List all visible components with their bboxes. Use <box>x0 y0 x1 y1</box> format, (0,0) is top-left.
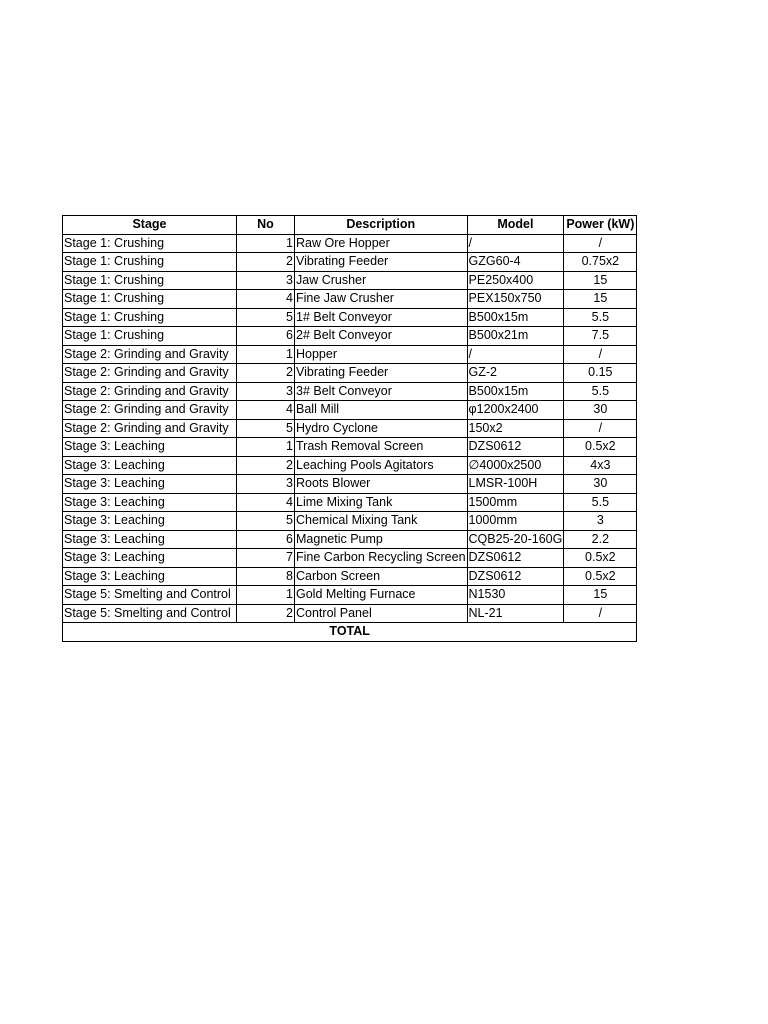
cell-description: Carbon Screen <box>295 567 468 586</box>
header-model: Model <box>467 216 564 235</box>
table-row <box>63 438 637 457</box>
cell-stage: Stage 3: Leaching <box>63 475 237 494</box>
table-row <box>63 234 637 253</box>
cell-no: 5 <box>237 512 295 531</box>
cell-power: / <box>564 419 637 438</box>
cell-stage: Stage 1: Crushing <box>63 253 237 272</box>
table-row <box>63 345 637 364</box>
table-row <box>63 327 637 346</box>
cell-no: 3 <box>237 382 295 401</box>
total-row <box>63 623 637 642</box>
cell-model: / <box>467 345 564 364</box>
cell-stage: Stage 2: Grinding and Gravity <box>63 401 237 420</box>
cell-model: φ1200x2400 <box>467 401 564 420</box>
cell-no: 2 <box>237 604 295 623</box>
cell-stage: Stage 2: Grinding and Gravity <box>63 345 237 364</box>
cell-power: 30 <box>564 475 637 494</box>
cell-model: GZ-2 <box>467 364 564 383</box>
cell-power: 15 <box>564 586 637 605</box>
cell-no: 2 <box>237 364 295 383</box>
header-row <box>63 216 637 235</box>
cell-power: / <box>564 604 637 623</box>
total-label: TOTAL <box>63 623 637 642</box>
cell-model: DZS0612 <box>467 438 564 457</box>
cell-stage: Stage 2: Grinding and Gravity <box>63 382 237 401</box>
cell-description: Lime Mixing Tank <box>295 493 468 512</box>
cell-model: N1530 <box>467 586 564 605</box>
cell-description: Trash Removal Screen <box>295 438 468 457</box>
cell-description: Fine Jaw Crusher <box>295 290 468 309</box>
cell-description: Hydro Cyclone <box>295 419 468 438</box>
table-footer <box>63 623 637 642</box>
cell-model: 1000mm <box>467 512 564 531</box>
cell-description: Leaching Pools Agitators <box>295 456 468 475</box>
cell-stage: Stage 5: Smelting and Control <box>63 604 237 623</box>
table-row <box>63 604 637 623</box>
table-row <box>63 382 637 401</box>
cell-description: Raw Ore Hopper <box>295 234 468 253</box>
cell-description: Magnetic Pump <box>295 530 468 549</box>
cell-power: 7.5 <box>564 327 637 346</box>
cell-model: DZS0612 <box>467 549 564 568</box>
table-row <box>63 290 637 309</box>
cell-description: Vibrating Feeder <box>295 253 468 272</box>
cell-no: 8 <box>237 567 295 586</box>
cell-power: / <box>564 345 637 364</box>
cell-description: Gold Melting Furnace <box>295 586 468 605</box>
cell-no: 1 <box>237 345 295 364</box>
table-row <box>63 253 637 272</box>
cell-stage: Stage 1: Crushing <box>63 234 237 253</box>
cell-model: NL-21 <box>467 604 564 623</box>
cell-no: 2 <box>237 253 295 272</box>
cell-description: Chemical Mixing Tank <box>295 512 468 531</box>
cell-stage: Stage 3: Leaching <box>63 438 237 457</box>
cell-stage: Stage 3: Leaching <box>63 530 237 549</box>
cell-stage: Stage 3: Leaching <box>63 549 237 568</box>
cell-description: 2# Belt Conveyor <box>295 327 468 346</box>
cell-model: B500x21m <box>467 327 564 346</box>
cell-power: 3 <box>564 512 637 531</box>
cell-power: 5.5 <box>564 308 637 327</box>
cell-stage: Stage 3: Leaching <box>63 493 237 512</box>
cell-description: Vibrating Feeder <box>295 364 468 383</box>
cell-no: 5 <box>237 419 295 438</box>
cell-model: LMSR-100H <box>467 475 564 494</box>
cell-no: 6 <box>237 530 295 549</box>
cell-power: 0.75x2 <box>564 253 637 272</box>
cell-model: PE250x400 <box>467 271 564 290</box>
table-header <box>63 216 637 235</box>
table-row <box>63 549 637 568</box>
cell-stage: Stage 1: Crushing <box>63 308 237 327</box>
cell-power: 15 <box>564 271 637 290</box>
cell-power: 0.5x2 <box>564 438 637 457</box>
table-row <box>63 456 637 475</box>
cell-stage: Stage 1: Crushing <box>63 290 237 309</box>
cell-description: 1# Belt Conveyor <box>295 308 468 327</box>
cell-description: Control Panel <box>295 604 468 623</box>
cell-power: 5.5 <box>564 493 637 512</box>
cell-description: Hopper <box>295 345 468 364</box>
cell-no: 4 <box>237 401 295 420</box>
table-row <box>63 512 637 531</box>
equipment-table <box>62 215 637 642</box>
table-row <box>63 567 637 586</box>
cell-no: 4 <box>237 493 295 512</box>
cell-model: / <box>467 234 564 253</box>
cell-description: Roots Blower <box>295 475 468 494</box>
table-row <box>63 308 637 327</box>
cell-model: GZG60-4 <box>467 253 564 272</box>
cell-no: 5 <box>237 308 295 327</box>
header-description: Description <box>295 216 468 235</box>
cell-model: CQB25-20-160G <box>467 530 564 549</box>
cell-no: 1 <box>237 438 295 457</box>
cell-model: 150x2 <box>467 419 564 438</box>
cell-power: 4x3 <box>564 456 637 475</box>
cell-no: 3 <box>237 271 295 290</box>
cell-power: 30 <box>564 401 637 420</box>
cell-description: 3# Belt Conveyor <box>295 382 468 401</box>
header-no: No <box>237 216 295 235</box>
cell-model: B500x15m <box>467 308 564 327</box>
cell-stage: Stage 1: Crushing <box>63 327 237 346</box>
cell-no: 6 <box>237 327 295 346</box>
table-row <box>63 419 637 438</box>
cell-stage: Stage 3: Leaching <box>63 456 237 475</box>
cell-stage: Stage 5: Smelting and Control <box>63 586 237 605</box>
cell-power: 0.15 <box>564 364 637 383</box>
table-row <box>63 530 637 549</box>
cell-power: 15 <box>564 290 637 309</box>
table-row <box>63 493 637 512</box>
cell-no: 3 <box>237 475 295 494</box>
cell-model: 1500mm <box>467 493 564 512</box>
cell-description: Fine Carbon Recycling Screen <box>295 549 468 568</box>
cell-description: Ball Mill <box>295 401 468 420</box>
cell-power: / <box>564 234 637 253</box>
cell-power: 2.2 <box>564 530 637 549</box>
cell-power: 0.5x2 <box>564 549 637 568</box>
cell-model: ∅4000x2500 <box>467 456 564 475</box>
table-row <box>63 586 637 605</box>
cell-no: 4 <box>237 290 295 309</box>
cell-no: 1 <box>237 234 295 253</box>
table-row <box>63 364 637 383</box>
cell-stage: Stage 3: Leaching <box>63 512 237 531</box>
cell-power: 0.5x2 <box>564 567 637 586</box>
table-row <box>63 475 637 494</box>
cell-no: 2 <box>237 456 295 475</box>
cell-power: 5.5 <box>564 382 637 401</box>
cell-stage: Stage 3: Leaching <box>63 567 237 586</box>
table-body <box>63 234 637 623</box>
cell-no: 7 <box>237 549 295 568</box>
cell-description: Jaw Crusher <box>295 271 468 290</box>
cell-no: 1 <box>237 586 295 605</box>
header-stage: Stage <box>63 216 237 235</box>
cell-stage: Stage 1: Crushing <box>63 271 237 290</box>
cell-stage: Stage 2: Grinding and Gravity <box>63 419 237 438</box>
table-row <box>63 401 637 420</box>
cell-model: DZS0612 <box>467 567 564 586</box>
table-row <box>63 271 637 290</box>
header-power: Power (kW) <box>564 216 637 235</box>
cell-stage: Stage 2: Grinding and Gravity <box>63 364 237 383</box>
cell-model: PEX150x750 <box>467 290 564 309</box>
cell-model: B500x15m <box>467 382 564 401</box>
